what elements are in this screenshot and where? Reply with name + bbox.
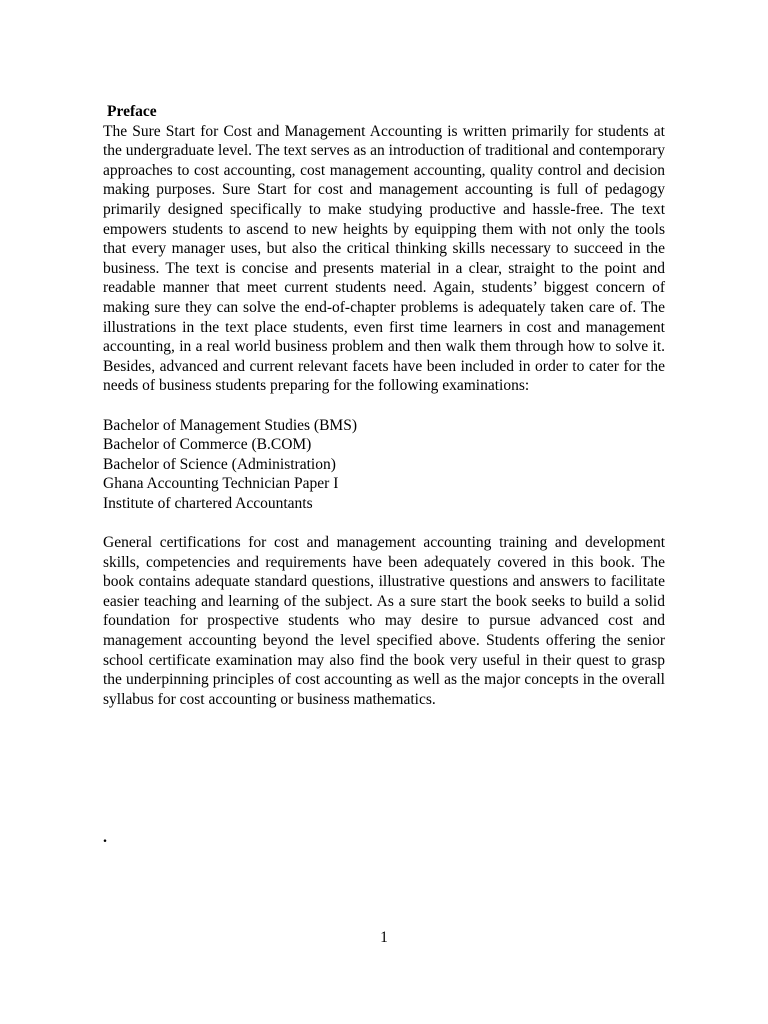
list-item: Ghana Accounting Technician Paper I: [103, 475, 339, 493]
intro-paragraph: The Sure Start for Cost and Management Accounting is written primarily for students at the undergraduate level. The text serves as an introduction of traditional and contemporary approaches to cost accounting, cost management accounting, quality control and decision making purposes. Sure Start for cost and management accounting is full of pedagogy primarily designed specifically to make studying productive and hassle-free. The text empowers students to ascend to new heights by equipping them with not only the tools that every manager uses, but also the critical thinking skills necessary to succeed in the business. The text is concise and presents material in a clear, straight to the point and readable manner that meet current students need. Again, students’ biggest concern of making sure they can solve the end-of-chapter problems is adequately taken care of. The illustrations in the text place students, even first time learners in cost and management accounting, in a real world business problem and then walk them through how to solve it. Besides, advanced and current relevant facets have been included in order to cater for the needs of business students preparing for the following examinations:: [103, 122, 665, 395]
stray-dot: .: [103, 829, 107, 846]
preface-content: [103, 102, 665, 709]
list-item: Institute of chartered Accountants: [103, 494, 313, 512]
list-item: Bachelor of Management Studies (BMS): [103, 416, 357, 434]
page-number: 1: [380, 929, 388, 946]
closing-paragraph: General certifications for cost and management accounting training and development skills, competencies and requirements have been adequately covered in this book. The book contains adequate standard questions, illustrative questions and answers to facilitate easier teaching and learning of the subject. As a sure start the book seeks to build a solid foundation for prospective students who may desire to pursue advanced cost and management accounting beyond the level specified above. Students offering the senior school certificate examination may also find the book very useful in their quest to grasp the underpinning principles of cost accounting as well as the major concepts in the overall syllabus for cost accounting or business mathematics.: [103, 534, 665, 708]
preface-heading: Preface: [107, 103, 157, 120]
list-item: Bachelor of Commerce (B.COM): [103, 436, 312, 454]
examinations-list: [103, 416, 665, 514]
list-item: Bachelor of Science (Administration): [103, 455, 336, 473]
